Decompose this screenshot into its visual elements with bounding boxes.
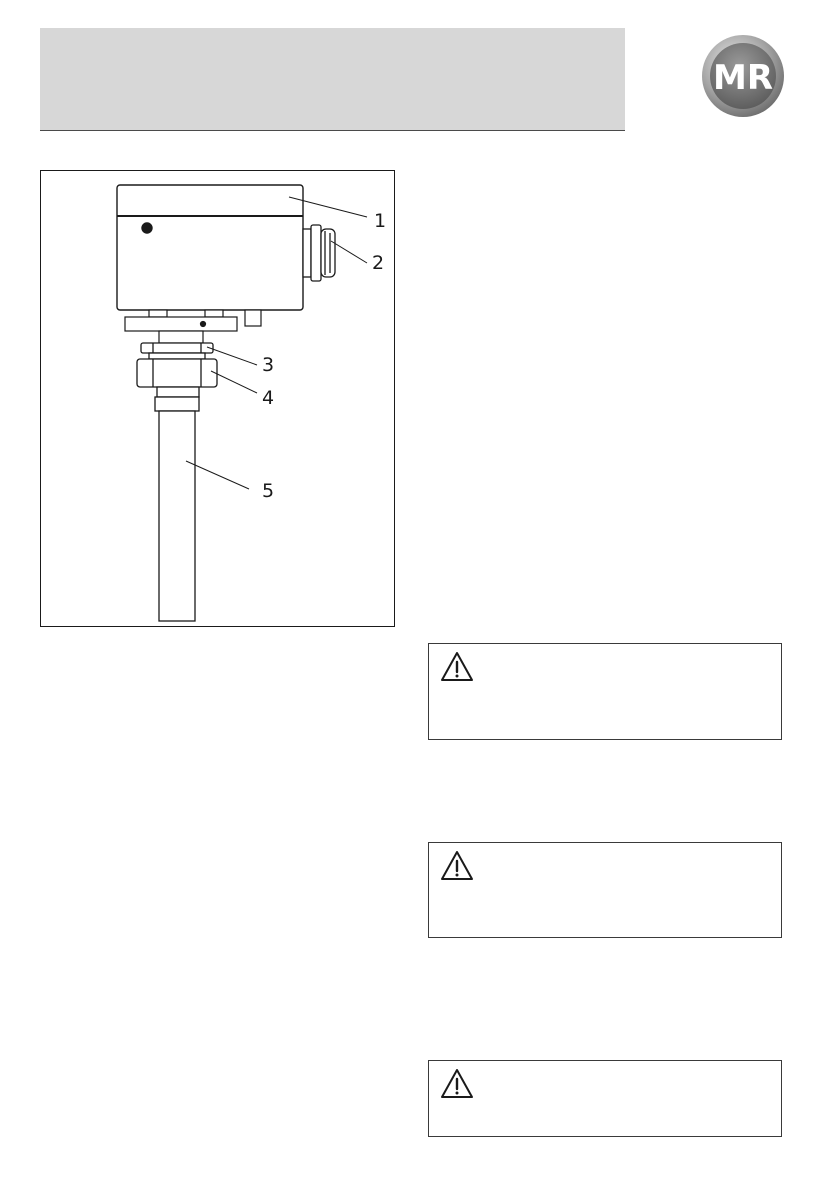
- sensor-tube: [155, 397, 199, 621]
- mr-logo: [700, 34, 786, 118]
- callout-1: 1: [374, 210, 387, 232]
- mr-logo-mark: [700, 34, 786, 118]
- cable-gland: [303, 225, 335, 281]
- warning-box-1: [428, 643, 782, 740]
- callout-3: 3: [262, 354, 275, 376]
- union-nut: [137, 359, 217, 397]
- callout-5: 5: [262, 480, 275, 502]
- warning-box-2: [428, 842, 782, 938]
- logo-text: MR: [712, 58, 774, 98]
- housing: [117, 185, 303, 310]
- housing-base: [125, 310, 261, 331]
- lock-nut: [141, 343, 213, 359]
- warning-box-3: [428, 1060, 782, 1137]
- header-band: [40, 28, 625, 131]
- housing-screw-icon: [142, 223, 152, 233]
- device-drawing: [41, 171, 396, 628]
- callout-4: 4: [262, 387, 275, 409]
- figure-frame: [40, 170, 395, 627]
- warning-triangle-icon: [439, 849, 475, 883]
- warning-triangle-icon: [439, 1067, 475, 1101]
- callout-2: 2: [372, 252, 385, 274]
- warning-triangle-icon: [439, 650, 475, 684]
- neck: [159, 331, 203, 343]
